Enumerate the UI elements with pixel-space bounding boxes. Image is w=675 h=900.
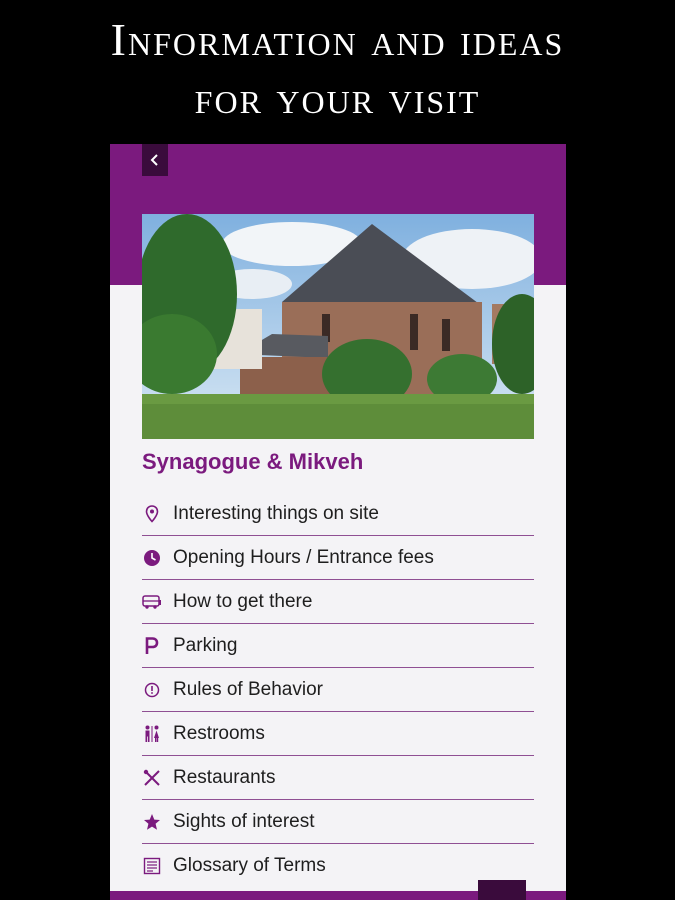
chevron-left-icon <box>150 154 160 166</box>
menu-item-label: Parking <box>173 634 238 656</box>
info-menu <box>142 492 534 888</box>
headline-line-1: Information and ideas <box>110 14 565 65</box>
location-pin-icon <box>142 504 162 524</box>
menu-item-label: Opening Hours / Entrance fees <box>173 546 434 568</box>
info-icon <box>142 680 162 700</box>
menu-item-rules[interactable] <box>142 668 534 712</box>
restroom-icon <box>142 724 162 744</box>
parking-icon <box>142 636 162 656</box>
menu-item-opening-hours[interactable] <box>142 536 534 580</box>
glossary-icon <box>142 856 162 876</box>
menu-item-label: Rules of Behavior <box>173 678 323 700</box>
menu-item-label: How to get there <box>173 590 313 612</box>
menu-item-glossary[interactable] <box>142 844 534 888</box>
menu-item-label: Glossary of Terms <box>173 855 326 876</box>
menu-item-label: Restaurants <box>173 766 276 788</box>
bus-icon <box>142 592 162 612</box>
place-title: Synagogue & Mikveh <box>142 449 364 474</box>
headline-line-2: for your visit <box>194 72 481 123</box>
menu-item-directions[interactable] <box>142 580 534 624</box>
star-icon <box>142 812 162 832</box>
back-button[interactable] <box>142 144 168 176</box>
menu-item-sights[interactable] <box>142 800 534 844</box>
app-screen <box>110 144 566 900</box>
menu-item-restaurants[interactable] <box>142 756 534 800</box>
menu-item-label: Restrooms <box>173 722 265 744</box>
menu-item-label: Sights of interest <box>173 810 315 832</box>
clock-icon <box>142 548 162 568</box>
menu-item-restrooms[interactable] <box>142 712 534 756</box>
menu-item-parking[interactable] <box>142 624 534 668</box>
site-photo <box>142 214 534 439</box>
cutlery-icon <box>142 768 162 788</box>
menu-item-label: Interesting things on site <box>173 502 379 524</box>
bottom-action-tab[interactable] <box>478 880 526 900</box>
menu-item-interesting-things[interactable] <box>142 492 534 536</box>
